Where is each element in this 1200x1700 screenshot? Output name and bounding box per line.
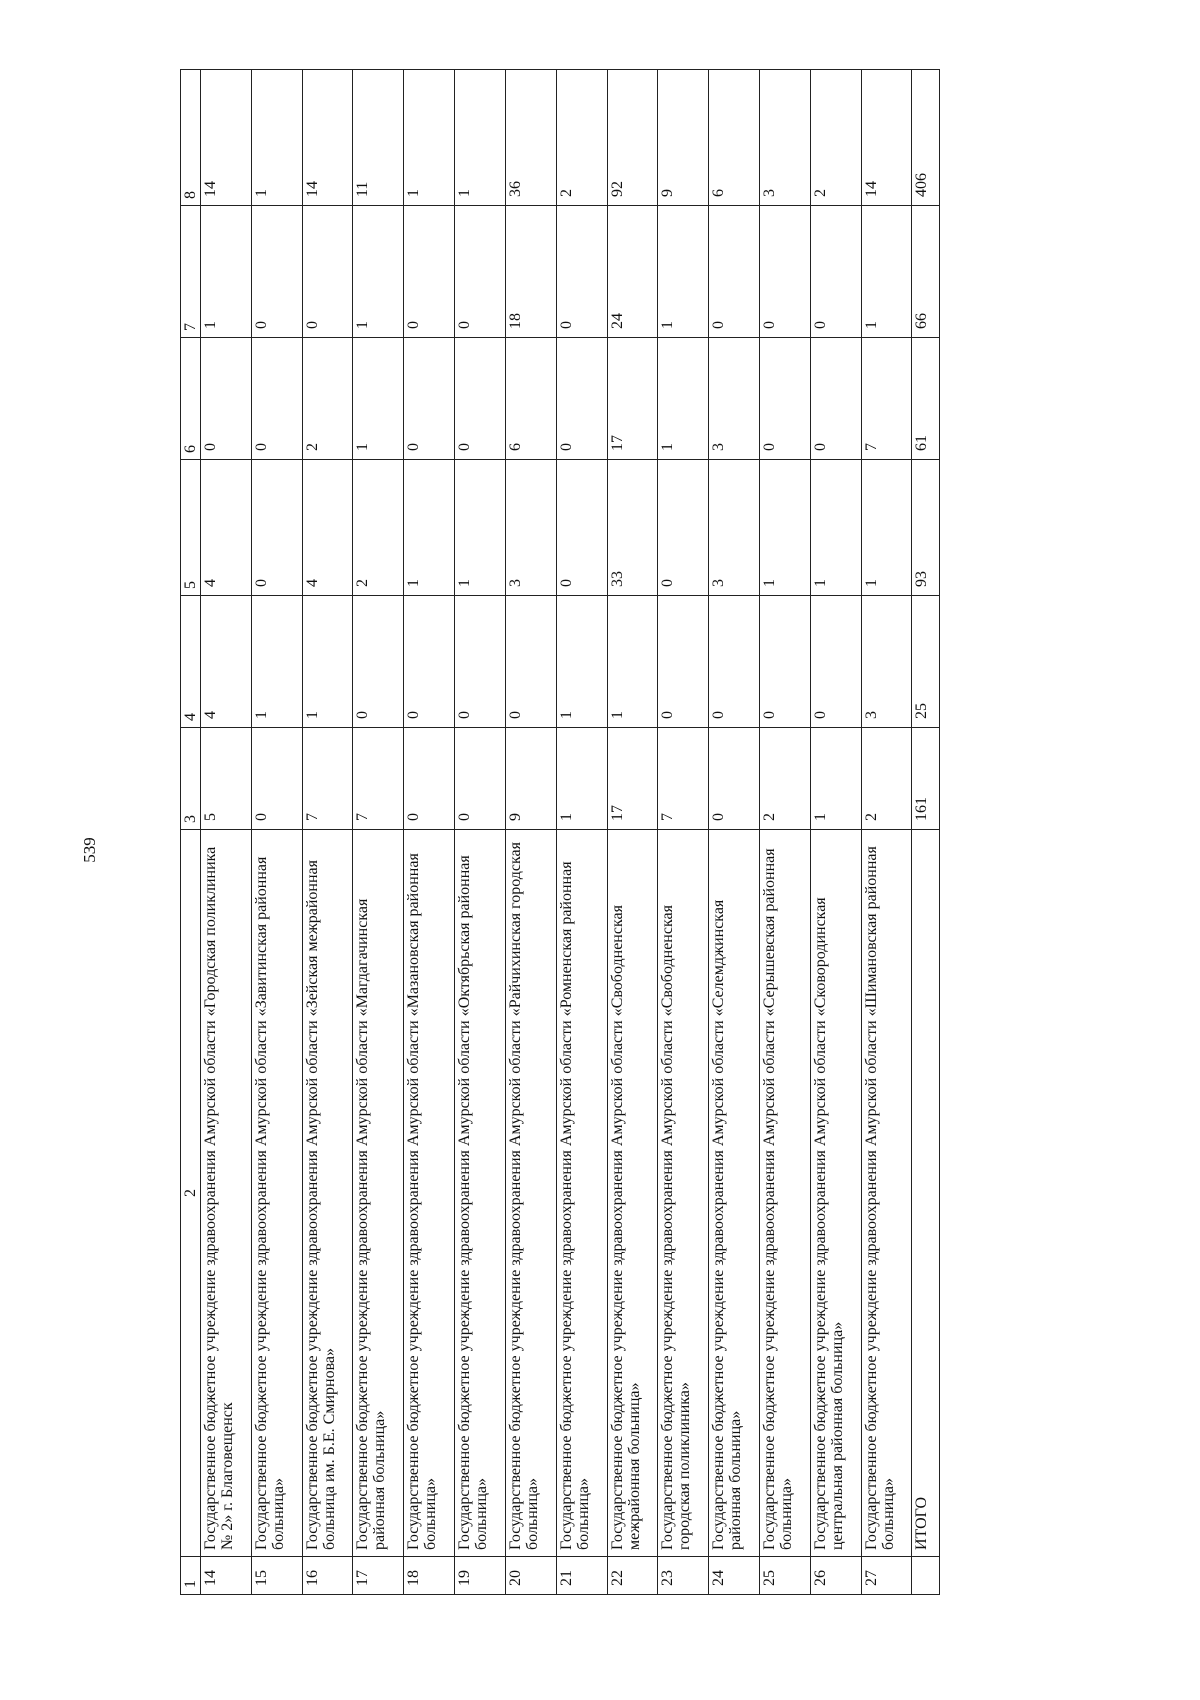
empty-cell [912, 1557, 940, 1595]
row-number-cell: 22 [607, 1557, 658, 1595]
value-cell: 1 [810, 728, 861, 830]
institution-name-cell: Государственное бюджетное учреждение здравоохранения Амурской области «Мазановская районная больница» [404, 830, 455, 1557]
value-cell: 18 [505, 206, 556, 338]
value-cell: 0 [201, 338, 252, 460]
value-cell: 0 [455, 338, 506, 460]
value-cell: 17 [607, 338, 658, 460]
row-number-cell: 20 [505, 1557, 556, 1595]
value-cell: 0 [658, 596, 709, 728]
value-cell: 0 [251, 728, 302, 830]
value-cell: 0 [658, 460, 709, 596]
value-cell: 1 [658, 338, 709, 460]
value-cell: 7 [861, 338, 912, 460]
value-cell: 7 [658, 728, 709, 830]
value-cell: 4 [201, 460, 252, 596]
value-cell: 1 [404, 70, 455, 206]
value-cell: 0 [759, 596, 810, 728]
value-cell: 0 [759, 338, 810, 460]
value-cell: 2 [302, 338, 353, 460]
value-cell: 11 [353, 70, 404, 206]
institution-name-cell: Государственное бюджетное учреждение здравоохранения Амурской области «Ромненская районная больница» [556, 830, 607, 1557]
rotated-table-frame [180, 70, 940, 1595]
value-cell: 0 [455, 206, 506, 338]
value-cell: 0 [505, 596, 556, 728]
row-number-cell: 16 [302, 1557, 353, 1595]
value-cell: 1 [404, 460, 455, 596]
row-number-cell: 21 [556, 1557, 607, 1595]
value-cell: 2 [556, 70, 607, 206]
row-number-cell: 19 [455, 1557, 506, 1595]
value-cell: 0 [810, 206, 861, 338]
value-cell: 0 [251, 460, 302, 596]
institution-name-cell: Государственное бюджетное учреждение здравоохранения Амурской области «Шимановская районная больница» [861, 830, 912, 1557]
institution-name-cell: Государственное бюджетное учреждение здравоохранения Амурской области «Селемджинская районная больница» [709, 830, 760, 1557]
header-cell: 8 [181, 70, 201, 206]
value-cell: 0 [404, 596, 455, 728]
value-cell: 2 [810, 70, 861, 206]
total-value-cell: 66 [912, 206, 940, 338]
value-cell: 0 [353, 596, 404, 728]
table-row [505, 70, 556, 1595]
page-number: 539 [80, 837, 99, 863]
value-cell: 0 [251, 206, 302, 338]
value-cell: 9 [658, 70, 709, 206]
value-cell: 0 [404, 728, 455, 830]
value-cell: 33 [607, 460, 658, 596]
row-number-cell: 18 [404, 1557, 455, 1595]
value-cell: 1 [251, 596, 302, 728]
table-row [251, 70, 302, 1595]
total-value-cell: 406 [912, 70, 940, 206]
institution-name-cell: Государственное бюджетное учреждение здравоохранения Амурской области «Магдагачинская районная больница» [353, 830, 404, 1557]
table-row [810, 70, 861, 1595]
institution-name-cell: Государственное бюджетное учреждение здравоохранения Амурской области «Октябрьская районная больница» [455, 830, 506, 1557]
value-cell: 9 [505, 728, 556, 830]
table-row [709, 70, 760, 1595]
value-cell: 0 [709, 206, 760, 338]
total-value-cell: 25 [912, 596, 940, 728]
value-cell: 0 [759, 206, 810, 338]
header-row [181, 70, 201, 1595]
row-number-cell: 23 [658, 1557, 709, 1595]
value-cell: 6 [709, 70, 760, 206]
table-row [607, 70, 658, 1595]
value-cell: 1 [810, 460, 861, 596]
value-cell: 0 [404, 206, 455, 338]
value-cell: 0 [302, 206, 353, 338]
value-cell: 0 [556, 338, 607, 460]
value-cell: 1 [607, 596, 658, 728]
header-cell: 7 [181, 206, 201, 338]
row-number-cell: 25 [759, 1557, 810, 1595]
value-cell: 0 [810, 596, 861, 728]
total-row [912, 70, 940, 1595]
row-number-cell: 26 [810, 1557, 861, 1595]
value-cell: 3 [505, 460, 556, 596]
institution-name-cell: Государственное бюджетное учреждение здравоохранения Амурской области «Сковородинская центральная районная больница» [810, 830, 861, 1557]
value-cell: 4 [201, 596, 252, 728]
data-table [180, 69, 940, 1595]
header-cell: 1 [181, 1557, 201, 1595]
header-cell: 4 [181, 596, 201, 728]
table-row [861, 70, 912, 1595]
value-cell: 1 [556, 728, 607, 830]
value-cell: 2 [759, 728, 810, 830]
header-cell: 6 [181, 338, 201, 460]
value-cell: 1 [658, 206, 709, 338]
value-cell: 7 [302, 728, 353, 830]
institution-name-cell: Государственное бюджетное учреждение здравоохранения Амурской области «Свободненская городская поликлиника» [658, 830, 709, 1557]
value-cell: 1 [861, 206, 912, 338]
value-cell: 5 [201, 728, 252, 830]
table-row [353, 70, 404, 1595]
institution-name-cell: Государственное бюджетное учреждение здравоохранения Амурской области «Свободненская межрайонная больница» [607, 830, 658, 1557]
row-number-cell: 17 [353, 1557, 404, 1595]
value-cell: 4 [302, 460, 353, 596]
header-cell: 5 [181, 460, 201, 596]
value-cell: 1 [556, 596, 607, 728]
row-number-cell: 15 [251, 1557, 302, 1595]
value-cell: 0 [709, 728, 760, 830]
table-row [658, 70, 709, 1595]
value-cell: 14 [861, 70, 912, 206]
value-cell: 1 [455, 70, 506, 206]
value-cell: 1 [759, 460, 810, 596]
header-cell: 3 [181, 728, 201, 830]
total-value-cell: 61 [912, 338, 940, 460]
institution-name-cell: Государственное бюджетное учреждение здравоохранения Амурской области «Зейская межрайонная больница им. Б.Е. Смирнова» [302, 830, 353, 1557]
value-cell: 1 [201, 206, 252, 338]
table-row [455, 70, 506, 1595]
institution-name-cell: Государственное бюджетное учреждение здравоохранения Амурской области «Завитинская районная больница» [251, 830, 302, 1557]
row-number-cell: 14 [201, 1557, 252, 1595]
table-row [759, 70, 810, 1595]
value-cell: 2 [861, 728, 912, 830]
institution-name-cell: Государственное бюджетное учреждение здравоохранения Амурской области «Райчихинская городская больница» [505, 830, 556, 1557]
table-row [201, 70, 252, 1595]
value-cell: 3 [709, 338, 760, 460]
value-cell: 1 [861, 460, 912, 596]
value-cell: 14 [302, 70, 353, 206]
row-number-cell: 24 [709, 1557, 760, 1595]
total-label: ИТОГО [912, 830, 940, 1557]
value-cell: 0 [556, 206, 607, 338]
total-value-cell: 161 [912, 728, 940, 830]
value-cell: 1 [302, 596, 353, 728]
value-cell: 0 [556, 460, 607, 596]
total-value-cell: 93 [912, 460, 940, 596]
value-cell: 1 [251, 70, 302, 206]
value-cell: 0 [404, 338, 455, 460]
value-cell: 92 [607, 70, 658, 206]
value-cell: 24 [607, 206, 658, 338]
value-cell: 0 [455, 596, 506, 728]
value-cell: 1 [353, 338, 404, 460]
value-cell: 1 [353, 206, 404, 338]
value-cell: 14 [201, 70, 252, 206]
table-row [302, 70, 353, 1595]
value-cell: 3 [861, 596, 912, 728]
value-cell: 17 [607, 728, 658, 830]
value-cell: 0 [810, 338, 861, 460]
row-number-cell: 27 [861, 1557, 912, 1595]
value-cell: 36 [505, 70, 556, 206]
value-cell: 0 [455, 728, 506, 830]
value-cell: 1 [455, 460, 506, 596]
table-row [556, 70, 607, 1595]
value-cell: 3 [759, 70, 810, 206]
table-row [404, 70, 455, 1595]
value-cell: 0 [709, 596, 760, 728]
value-cell: 0 [251, 338, 302, 460]
institution-name-cell: Государственное бюджетное учреждение здравоохранения Амурской области «Серышевская районная больница» [759, 830, 810, 1557]
institution-name-cell: Государственное бюджетное учреждение здравоохранения Амурской области «Городская поликлиника № 2» г. Благовещенск [201, 830, 252, 1557]
value-cell: 2 [353, 460, 404, 596]
value-cell: 7 [353, 728, 404, 830]
value-cell: 6 [505, 338, 556, 460]
header-cell: 2 [181, 830, 201, 1557]
value-cell: 3 [709, 460, 760, 596]
